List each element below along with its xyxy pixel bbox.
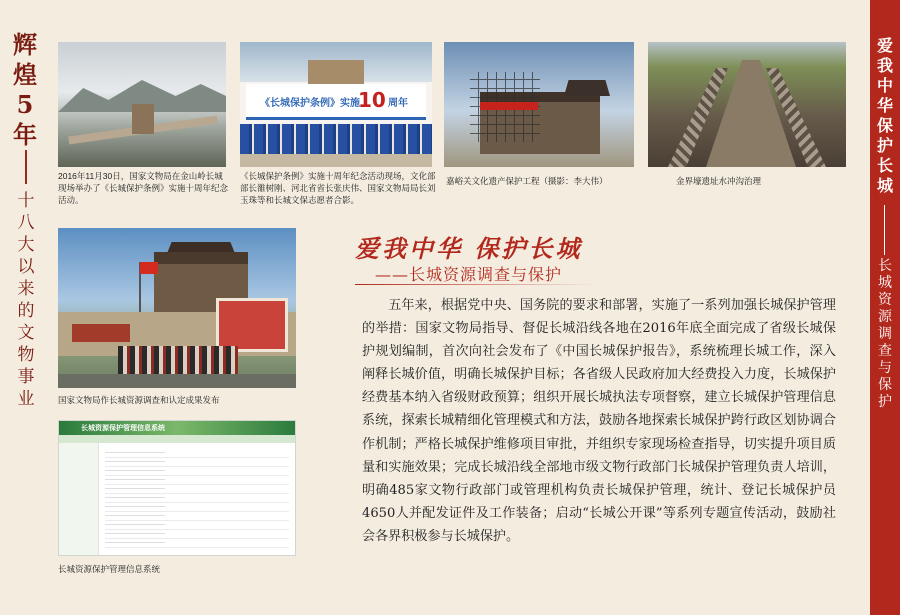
banner-number: 10 [358,88,386,112]
motto-vertical: 爱我中华 保护长城 [876,36,893,195]
system-title: 长城资源保护管理信息系统 [81,424,165,432]
photo-jinshanling-snow [58,42,226,167]
banner-tail: 周年 [388,98,408,109]
red-sign [480,102,538,110]
photo-caption: 《长城保护条例》实施十周年纪念活动现场，文化部部长雒树刚、河北省省长张庆伟、国家文物局局长刘玉珠等和长城文保志愿者合影。 [240,171,436,205]
photo-survey-release [58,228,296,388]
photo-caption: 国家文物局作长城资源调查和认定成果发布 [58,395,220,405]
brand-title: 辉煌5年 [13,30,39,149]
section-vertical-title: 十八大以来的文物事业 [17,191,35,409]
article-heading: 爱我中华 保护长城 [355,234,583,263]
photo-jinjiehao-site [648,42,846,167]
photo-info-system-screenshot [58,420,296,556]
photo-caption: 长城资源保护管理信息系统 [58,564,161,574]
system-sidebar [59,443,99,555]
crowd [118,346,238,374]
left-band [0,0,52,615]
system-nav-bar [59,435,296,443]
section-subtitle-vertical: 长城资源调查与保护 [878,258,892,410]
photo-caption: 金界壕遗址水冲沟治理 [676,176,762,186]
inscription-sign [72,324,130,342]
stage [240,154,432,167]
photo-jiayuguan-restoration [444,42,634,167]
heading-underline [355,284,595,285]
tower-roof [564,80,610,96]
banner-text: 《长城保护条例》实施 [260,98,360,109]
flag [140,262,158,274]
watchtower [132,104,154,134]
display-board [216,298,288,352]
right-band [870,0,900,615]
article-subheading: ——长城资源调查与保护 [375,265,563,284]
article-body: 五年来，根据党中央、国务院的要求和部署，实施了一系列加强长城保护管理的举措：国家文物局指导、督促长城沿线各地在2016年底全面完成了省级长城保护规划编制，首次向社会发布了《中国长城保护报告》，系统梳理长城工作，深入阐释长城价值，明确长城保护目标；各省级人民政府加大经费投入力度，长城保护经费基本纳入省级财政预算；组织开展长城执法专项督察，建立长城保护管理信息系统，探索长城精细化管理模式和方法，鼓励各地探索长城保护跨行政区划协调合作机制；严格长城保护维修项目审批，并组织专家现场检查指导，切实提升项目质量和实施效果；完成长城沿线全部地市级文物行政部门长城保护管理负责人培训，明确485家文物行政部门或管理机构负责长城保护管理，统计、登记长城保护员4650人并配发证件及工作装备；启动“长城公开课”等系列专题宣传活动，鼓励社会各界积极参与长城保护。 [362,298,836,544]
building [308,60,364,84]
ceremony-banner [246,84,426,120]
photo-caption: 嘉峪关文化遗产保护工程（摄影：李大伟） [446,176,608,186]
divider [884,205,885,255]
divider [25,150,27,184]
system-data-rows [105,449,289,549]
ground [58,374,296,388]
photo-ceremony-group [240,42,432,167]
photo-caption: 2016年11月30日，国家文物局在金山岭长城现场举办了《长城保护条例》实施十周年纪念活动。 [58,171,229,205]
